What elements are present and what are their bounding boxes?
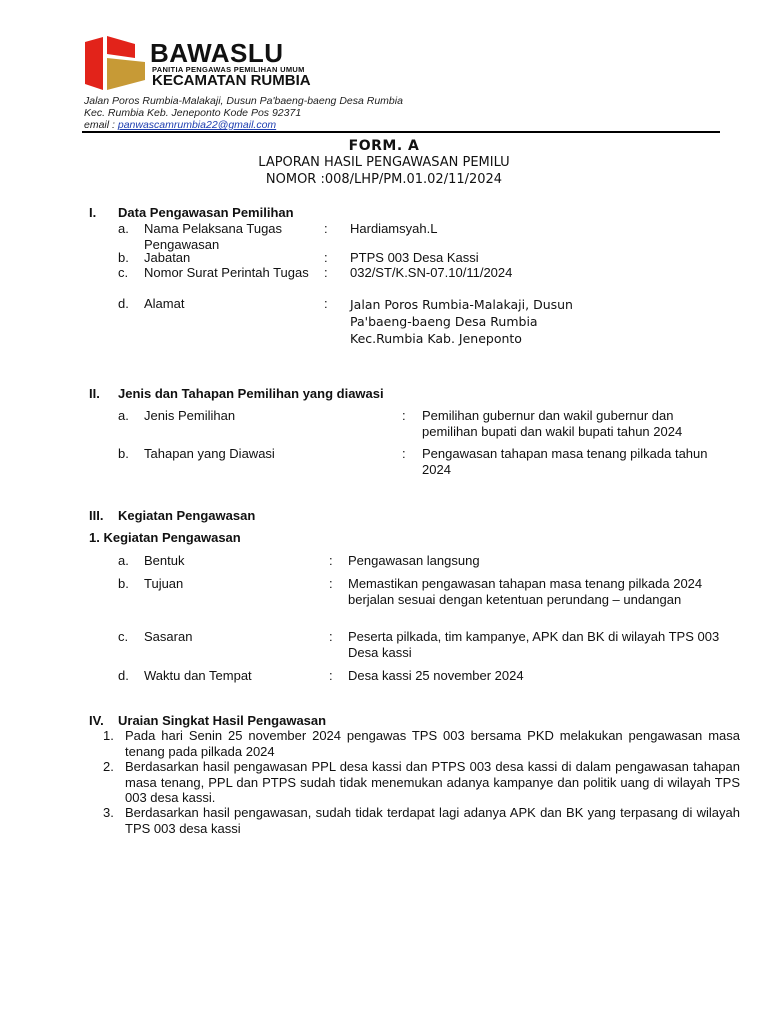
s2-item-a-label: Jenis Pemilihan [144,408,236,423]
s2-item-b-value: Pengawasan tahapan masa tenang pilkada tahun 2024 [422,446,708,477]
s4-item-2-text: Berdasarkan hasil pengawasan PPL desa kassi dan PTPS 003 desa kassi di dalam pengawasan tahapan masa tenang, PPL dan PTPS sudah tidak menemukan adanya kampanye dan politik uang di wilayah TPS 003 desa kassi. [125,759,740,805]
s3-item-c-value: Peserta pilkada, tim kampanye, APK dan BK di wilayah TPS 003 Desa kassi [348,629,720,660]
s3-item-b-sep: : [329,576,333,591]
section-2-title: Jenis dan Tahapan Pemilihan yang diawasi [118,386,384,401]
s3-item-a-label: Bentuk [144,553,185,568]
s3-item-b-value: Memastikan pengawasan tahapan masa tenang pilkada 2024 berjalan sesuai dengan ketentuan perundang – undangan [348,576,703,607]
s4-item-2-number: 2. [103,759,114,774]
report-number: NOMOR :008/LHP/PM.01.02/11/2024 [265,172,503,187]
s2-item-b-label: Tahapan yang Diawasi [144,446,275,461]
s1-item-d-sep: : [324,296,328,311]
section-4-title: Uraian Singkat Hasil Pengawasan [118,713,327,728]
s1-item-c-value: 032/ST/K.SN-07.10/11/2024 [350,265,513,280]
s4-item-1-number: 1. [103,728,114,743]
s1-item-c-sep: : [324,265,328,280]
s3-item-c-label: Sasaran [144,629,193,644]
s3-item-d-label: Waktu dan Tempat [144,668,252,683]
bawaslu-logo [83,32,147,94]
s3-item-b-letter: b. [118,576,129,591]
s1-item-c-label: Nomor Surat Perintah Tugas [144,265,309,280]
s1-item-a-label: Nama Pelaksana Tugas Pengawasan [144,221,283,252]
section-1-number: I. [89,205,97,220]
s4-item-3-text: Berdasarkan hasil pengawasan, sudah tidak terdapat lagi adanya APK dan BK yang terpasang di wilayah TPS 003 desa kassi [125,805,740,836]
section-3-number: III. [89,508,104,523]
s3-item-d-value: Desa kassi 25 november 2024 [348,668,524,683]
brand-subtitle: PANITIA PENGAWAS PEMILIHAN UMUM [152,65,305,74]
report-title: LAPORAN HASIL PENGAWASAN PEMILU [258,155,510,170]
section-2-number: II. [89,386,100,401]
s1-item-b-value: PTPS 003 Desa Kassi [350,250,479,265]
s3-item-d-sep: : [329,668,333,683]
email-link[interactable]: panwascamrumbia22@gmail.com [117,119,277,131]
s3-item-c-letter: c. [118,629,129,644]
form-title: FORM. A [348,138,420,154]
letterhead-divider [82,131,720,133]
s1-item-a-sep: : [324,221,328,236]
s1-item-b-letter: b. [118,250,129,265]
s1-item-d-label: Alamat [144,296,185,311]
email-label: email : [84,119,115,131]
email-line [84,119,276,131]
brand-district: KECAMATAN RUMBIA [152,72,311,89]
s3-item-a-sep: : [329,553,333,568]
s1-item-b-label: Jabatan [144,250,191,265]
address-line-2: Kec. Rumbia Keb. Jeneponto Kode Pos 92371 [84,107,302,119]
s4-item-1-text: Pada hari Senin 25 november 2024 pengawas TPS 003 bersama PKD melakukan pengawasan masa tenang pada pilkada 2024 [125,728,740,759]
s3-item-a-value: Pengawasan langsung [348,553,480,568]
s3-item-a-letter: a. [118,553,129,568]
s2-item-a-value: Pemilihan gubernur dan wakil gubernur dan pemilihan bupati dan wakil bupati tahun 2024 [422,408,683,439]
address-line-1: Jalan Poros Rumbia-Malakaji, Dusun Pa'baeng-baeng Desa Rumbia [84,95,403,107]
s3-item-d-letter: d. [118,668,129,683]
s1-item-a-value: Hardiamsyah.L [350,221,438,236]
s1-item-b-sep: : [324,250,328,265]
s1-item-d-letter: d. [118,296,129,311]
s1-item-a-letter: a. [118,221,129,236]
section-1-title: Data Pengawasan Pemilihan [118,205,294,220]
section-3-subtitle: 1. Kegiatan Pengawasan [89,530,241,545]
s4-item-3-number: 3. [103,805,114,820]
s1-item-d-value: Jalan Poros Rumbia-Malakaji, Dusun Pa'baeng-baeng Desa Rumbia Kec.Rumbia Kab. Jeneponto [350,297,573,346]
s2-item-b-letter: b. [118,446,129,461]
s3-item-c-sep: : [329,629,333,644]
s2-item-b-sep: : [402,446,406,461]
section-4-number: IV. [89,713,104,728]
s1-item-c-letter: c. [118,265,129,280]
section-3-title: Kegiatan Pengawasan [118,508,256,523]
s2-item-a-letter: a. [118,408,129,423]
brand-name: BAWASLU [150,38,284,68]
s2-item-a-sep: : [402,408,406,423]
s3-item-b-label: Tujuan [144,576,184,591]
